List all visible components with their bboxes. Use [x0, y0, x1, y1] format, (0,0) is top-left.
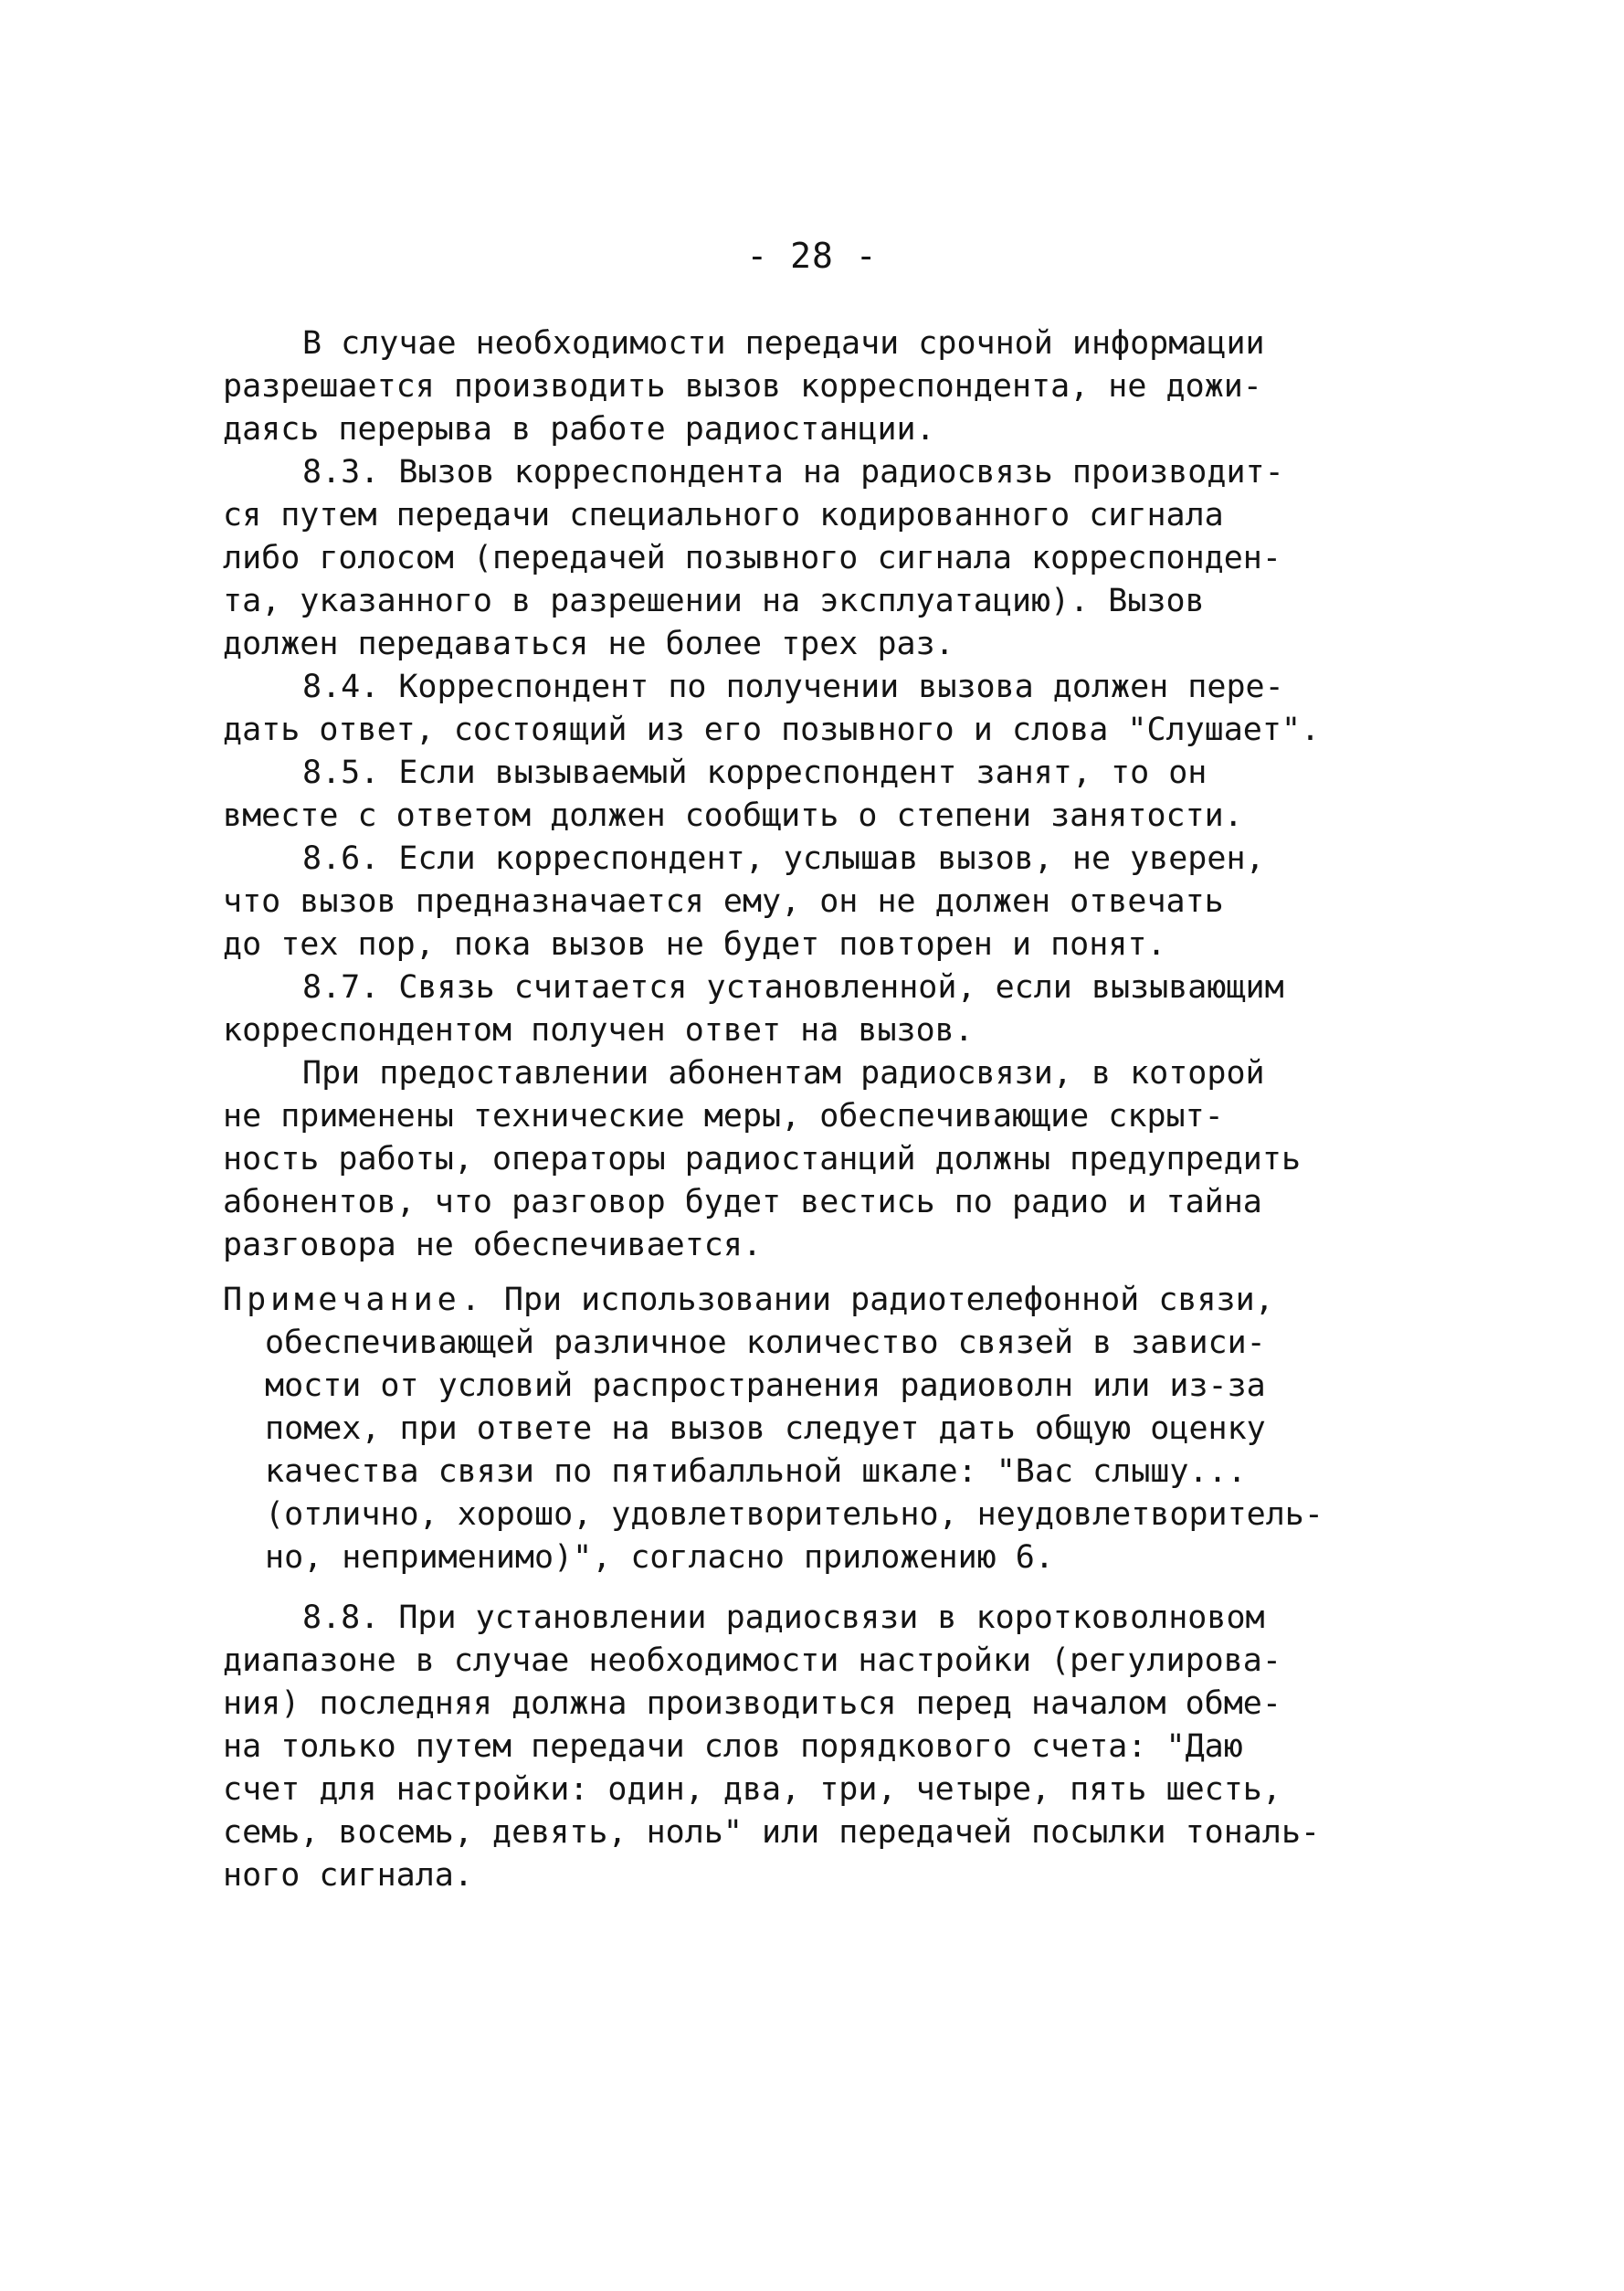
text-line: та, указанного в разрешении на эксплуатацию). Вызов: [223, 583, 1205, 619]
text-line: В случае необходимости передачи срочной информации: [302, 325, 1265, 362]
text-line: При предоставлении абонентам радиосвязи, в которой: [302, 1055, 1265, 1092]
text-line: 8.3. Вызов корреспондента на радиосвязь производит-: [302, 454, 1284, 491]
text-line: ность работы, операторы радиостанций должны предупредить: [223, 1141, 1302, 1177]
text-line: вместе с ответом должен сообщить о степени занятости.: [223, 797, 1243, 834]
text-line: разрешается производить вызов корреспондента, не дожи-: [223, 368, 1262, 405]
note-line: качества связи по пятибалльной шкале: "Вас слышу...: [265, 1453, 1247, 1490]
text-line: счет для настройки: один, два, три, четыре, пять шесть,: [223, 1771, 1281, 1808]
note-first-line: [223, 1282, 1274, 1318]
text-line: должен передаваться не более трех раз.: [223, 626, 954, 662]
text-line: до тех пор, пока вызов не будет повторен и понят.: [223, 926, 1166, 963]
text-line: что вызов предназначается ему, он не должен отвечать: [223, 883, 1224, 920]
text-line: корреспондентом получен ответ на вызов.: [223, 1012, 974, 1049]
note-line: помех, при ответе на вызов следует дать общую оценку: [265, 1410, 1266, 1447]
text-line: ного сигнала.: [223, 1857, 473, 1894]
text-line: не применены технические меры, обеспечивающие скрыт-: [223, 1098, 1224, 1135]
text-line: 8.7. Связь считается установленной, если вызывающим: [302, 969, 1284, 1006]
text-line: ся путем передачи специального кодированного сигнала: [223, 497, 1224, 533]
note-line: мости от условий распространения радиоволн или из-за: [265, 1367, 1266, 1404]
note-line: (отлично, хорошо, удовлетворительно, неудовлетворитель-: [265, 1496, 1323, 1533]
text-line: 8.5. Если вызываемый корреспондент занят, то он: [302, 755, 1207, 791]
text-line: разговора не обеспечивается.: [223, 1227, 763, 1263]
text-line: семь, восемь, девять, ноль" или передачей посылки тональ-: [223, 1814, 1321, 1851]
note-line: обеспечивающей различное количество связей в зависи-: [265, 1325, 1266, 1361]
text-line: 8.6. Если корреспондент, услышав вызов, не уверен,: [302, 840, 1265, 877]
note-first-text: При использовании радиотелефонной связи,: [503, 1282, 1274, 1318]
text-line: ния) последняя должна производиться перед началом обме-: [223, 1685, 1281, 1722]
text-line: на только путем передачи слов порядкового счета: "Даю: [223, 1728, 1243, 1765]
text-line: дать ответ, состоящий из его позывного и слова "Слушает".: [223, 712, 1321, 748]
text-line: 8.4. Корреспондент по получении вызова должен пере-: [302, 669, 1284, 705]
text-line: либо голосом (передачей позывного сигнала корреспонден-: [223, 540, 1281, 576]
text-line: диапазоне в случае необходимости настройки (регулирова-: [223, 1642, 1281, 1679]
text-line: абонентов, что разговор будет вестись по радио и тайна: [223, 1184, 1262, 1220]
note-label: Примечание.: [223, 1282, 485, 1318]
text-line: даясь перерыва в работе радиостанции.: [223, 411, 935, 448]
page-number: - 28 -: [746, 236, 878, 276]
note-line: но, неприменимо)", согласно приложению 6.: [265, 1539, 1054, 1576]
text-line: 8.8. При установлении радиосвязи в коротковолновом: [302, 1599, 1265, 1636]
